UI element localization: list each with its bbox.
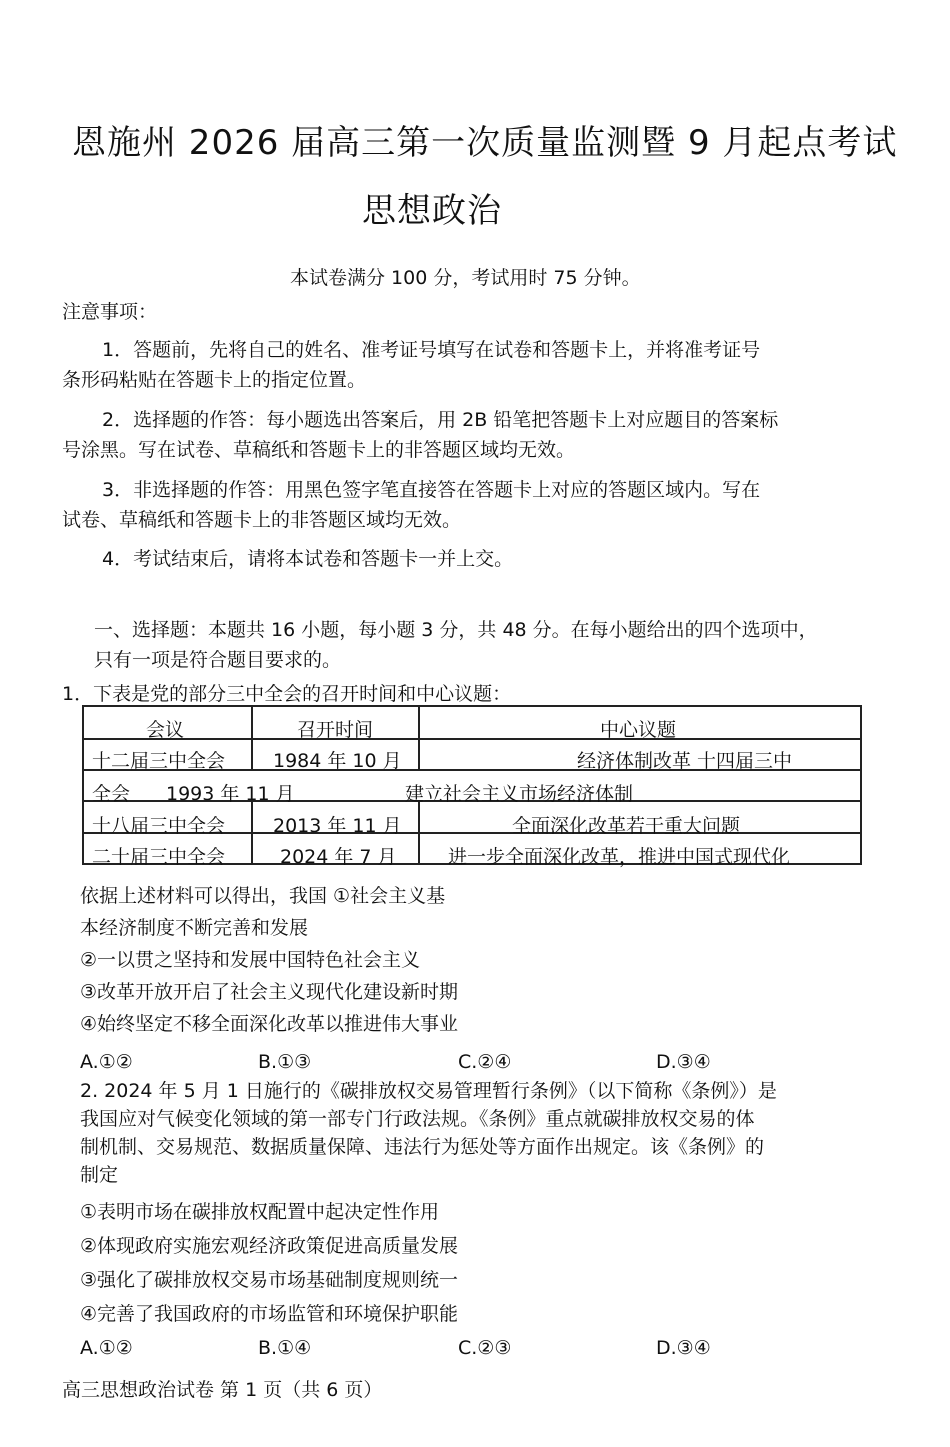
table-cell: 十八届三中全会 [92,815,226,837]
question-2-choice-c: C.②③ [458,1337,512,1359]
section-heading-cont: 只有一项是符合题目要求的。 [94,649,342,671]
question-1-stem: 1．下表是党的部分三中全会的召开时间和中心议题： [62,683,512,705]
notice-item: 2．选择题的作答：每小题选出答案后，用 2B 铅笔把答题卡上对应题目的答案标 [102,409,779,431]
question-2-stem-cont: 制定 [80,1164,119,1186]
question-2-option: ②体现政府实施宏观经济政策促进高质量发展 [80,1235,459,1257]
table-cell: 经济体制改革 十四届三中 [577,750,793,772]
section-heading: 一、选择题：本题共 16 小题，每小题 3 分，共 48 分。在每小题给出的四个选项中， [94,619,818,641]
question-2-choice-d: D.③④ [656,1337,711,1359]
page-footer: 高三思想政治试卷 第 1 页（共 6 页） [62,1379,383,1401]
question-1-choice-c: C.②④ [458,1051,512,1073]
table-cell: 全会 [92,783,131,805]
question-1-choice-b: B.①③ [258,1051,312,1073]
question-2-choice-a: A.①② [80,1337,133,1359]
question-1-option: ②一以贯之坚持和发展中国特色社会主义 [80,949,421,971]
question-1-lead-cont: 本经济制度不断完善和发展 [80,917,309,939]
notice-item: 试卷、草稿纸和答题卡上的非答题区域均无效。 [62,509,462,531]
table-header-meeting: 会议 [146,719,185,741]
notice-heading: 注意事项： [62,301,158,323]
table-header-topic: 中心议题 [600,719,677,741]
question-2-choice-b: B.①④ [258,1337,312,1359]
question-1-option: ③改革开放开启了社会主义现代化建设新时期 [80,981,459,1003]
question-1-lead: 依据上述材料可以得出，我国 ①社会主义基 [80,885,446,907]
table-cell: 全面深化改革若干重大问题 [512,815,741,837]
table-cell: 2013 年 11 月 [273,815,402,837]
table-cell: 1984 年 10 月 [273,750,402,772]
question-2-option: ④完善了我国政府的市场监管和环境保护职能 [80,1303,459,1325]
table-header-date: 召开时间 [297,719,374,741]
exam-intro: 本试卷满分 100 分，考试用时 75 分钟。 [290,267,641,289]
question-1-choice-a: A.①② [80,1051,133,1073]
question-1-option: ④始终坚定不移全面深化改革以推进伟大事业 [80,1013,459,1035]
question-2-option: ①表明市场在碳排放权配置中起决定性作用 [80,1201,440,1223]
page-title-line2: 思想政治 [362,191,502,231]
table-cell: 2024 年 7 月 [280,846,397,868]
table-cell: 进一步全面深化改革，推进中国式现代化 [448,846,791,868]
notice-item: 3．非选择题的作答：用黑色签字笔直接答在答题卡上对应的答题区域内。写在 [102,479,761,501]
meeting-table [82,705,862,868]
question-2-option: ③强化了碳排放权交易市场基础制度规则统一 [80,1269,459,1291]
notice-item: 1．答题前，先将自己的姓名、准考证号填写在试卷和答题卡上，并将准考证号 [102,339,761,361]
notice-item: 4．考试结束后，请将本试卷和答题卡一并上交。 [102,548,514,570]
notice-item: 条形码粘贴在答题卡上的指定位置。 [62,369,367,391]
notice-item: 号涂黑。写在试卷、草稿纸和答题卡上的非答题区域均无效。 [62,439,576,461]
question-1-choice-d: D.③④ [656,1051,711,1073]
page-title-line1: 恩施州 2026 届高三第一次质量监测暨 9 月起点考试 [72,123,898,163]
table-cell: 1993 年 11 月 [166,783,295,805]
table-cell: 建立社会主义市场经济体制 [405,783,634,805]
question-2-stem-cont: 我国应对气候变化领域的第一部专门行政法规。《条例》重点就碳排放权交易的体 [80,1108,755,1130]
question-2-stem: 2. 2024 年 5 月 1 日施行的《碳排放权交易管理暂行条例》（以下简称《条例》）是 [80,1080,777,1102]
table-cell: 二十届三中全会 [92,846,226,868]
question-2-stem-cont: 制机制、交易规范、数据质量保障、违法行为惩处等方面作出规定。该《条例》的 [80,1136,765,1158]
table-cell: 十二届三中全会 [92,750,226,772]
